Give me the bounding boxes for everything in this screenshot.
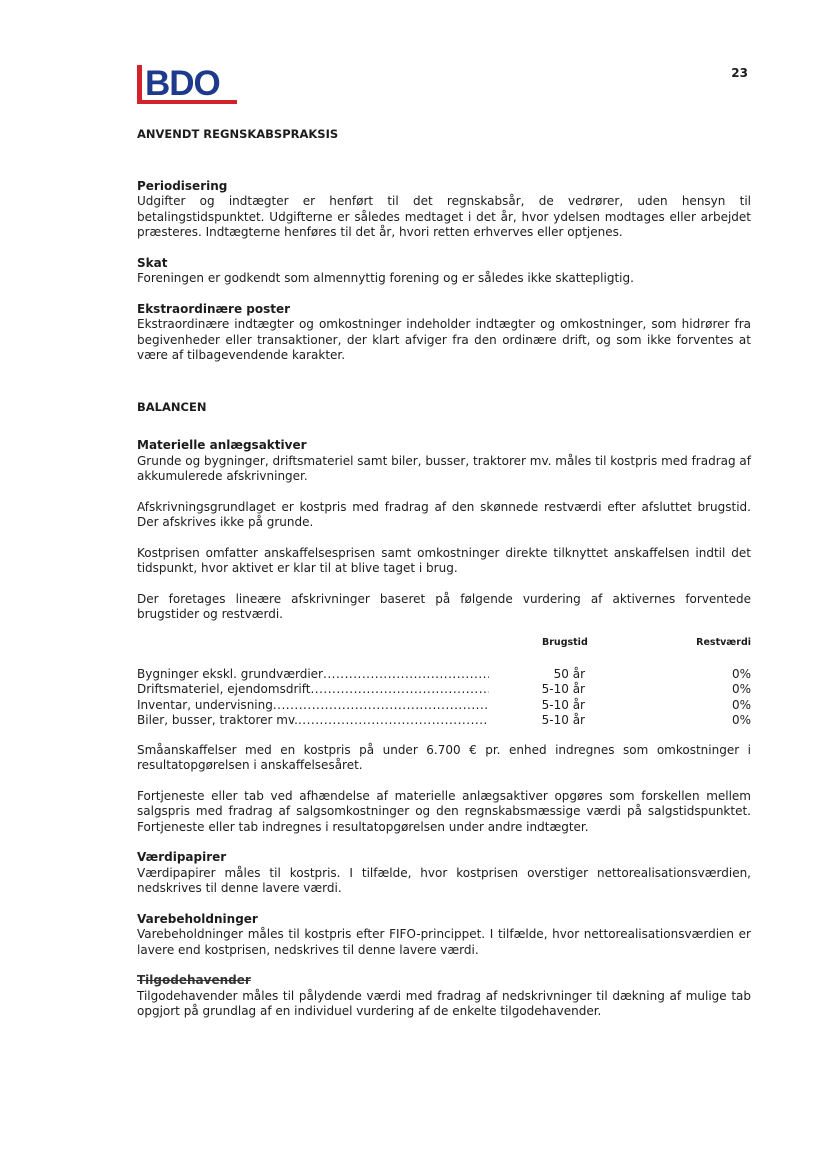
paragraph-vaerdipapirer: Værdipapirer måles til kostpris. I tilfælde, hvor kostprisen overstiger nettorealisationsværdien, nedskrives til denne lavere værdi.	[137, 865, 751, 895]
paragraph-skat: Foreningen er godkendt som almennyttig forening og er således ikke skattepligtig.	[137, 271, 634, 285]
heading-materielle: Materielle anlægsaktiver	[137, 438, 307, 452]
row-restvaerdi: 0%	[731, 713, 751, 727]
row-label: Biler, busser, traktorer mv. .....	[137, 713, 489, 729]
column-header-restvaerdi: Restværdi	[696, 636, 751, 648]
paragraph-tilgodehavender: Tilgodehavender måles til pålydende værdi med fradrag af nedskrivninger til dækning af mulige tab opgjort på grundlag af en individuel vurdering af de enkelte tilgodehavender.	[137, 988, 751, 1018]
section-title-anvendt: ANVENDT REGNSKABSPRAKSIS	[137, 127, 339, 141]
paragraph-varebeholdninger: Varebeholdninger måles til kostpris efter FIFO-princippet. I tilfælde, hvor nettorealisationsværdien er lavere end kostprisen, nedskrives til denne lavere værdi.	[137, 927, 751, 957]
paragraph-smaaanskaffelser: Småanskaffelser med en kostpris på under 6.700 € pr. enhed indregnes som omkostninger i resultatopgørelsen i anskaffelsesåret.	[137, 742, 751, 772]
paragraph-fortjeneste: Fortjeneste eller tab ved afhændelse af materielle anlægsaktiver opgøres som forskellen mellem salgspris med fradrag af salgsomkostninger og den regnskabsmæssige værdi på salgstidspunktet. Fortjeneste eller tab indregnes i resultatopgørelsen under andre indtægter.	[137, 788, 751, 834]
row-brugstid: 50 år	[553, 666, 585, 681]
table-row	[137, 667, 751, 683]
paragraph-materielle-1: Grunde og bygninger, driftsmateriel samt biler, busser, traktorer mv. måles til kostpris med fradrag af akkumulerede afskrivninger.	[137, 453, 751, 483]
row-label: Bygninger ekskl. grundværdier .....	[137, 667, 489, 683]
row-brugstid: 5-10 år	[541, 697, 585, 712]
depreciation-table	[137, 633, 751, 729]
heading-ekstraordinaere: Ekstraordinære poster	[137, 301, 291, 316]
section-title-balancen: BALANCEN	[137, 399, 207, 414]
table-header	[137, 633, 751, 653]
heading-varebeholdninger: Varebeholdninger	[137, 911, 258, 926]
row-label: Driftsmateriel, ejendomsdrift .....	[137, 682, 489, 698]
row-restvaerdi: 0%	[731, 666, 751, 681]
row-brugstid: 5-10 år	[541, 682, 585, 696]
row-label: Inventar, undervisning .....	[137, 698, 489, 714]
row-restvaerdi: 0%	[731, 682, 751, 696]
bdo-logo	[135, 63, 239, 107]
column-header-brugstid: Brugstid	[542, 636, 588, 648]
paragraph-periodisering: Udgifter og indtægter er henført til det regnskabsår, de vedrører, uden hensyn til betalingstidspunktet. Udgifterne er således medtaget i det år, hvor ydelsen modtages eller arbejdet præsteres. Indtægterne henføres til det år, hvori retten erhverves eller optjenes.	[137, 194, 751, 239]
paragraph-materielle-3: Kostprisen omfatter anskaffelsesprisen samt omkostninger direkte tilknyttet anskaffelsen indtil det tidspunkt, hvor aktivet er klar til at blive taget i brug.	[137, 545, 751, 575]
heading-skat: Skat	[137, 255, 168, 270]
table-row	[137, 698, 751, 714]
document-body	[137, 127, 751, 1020]
heading-tilgodehavender: Tilgodehavender	[137, 973, 251, 987]
table-row	[137, 713, 751, 729]
paragraph-materielle-4: Der foretages lineære afskrivninger baseret på følgende vurdering af aktivernes forventede brugstider og restværdi.	[137, 591, 751, 621]
paragraph-ekstraordinaere: Ekstraordinære indtægter og omkostninger indeholder indtægter og omkostninger, som hidrører fra begivenheder eller transaktioner, der klart afviger fra den ordinære drift, og som ikke forventes at være af tilbagevendende karakter.	[137, 317, 751, 362]
svg-text:BDO: BDO	[145, 64, 220, 103]
heading-periodisering: Periodisering	[137, 178, 228, 193]
paragraph-materielle-2: Afskrivningsgrundlaget er kostpris med fradrag af den skønnede restværdi efter afsluttet brugstid. Der afskrives ikke på grunde.	[137, 499, 751, 529]
row-restvaerdi: 0%	[731, 697, 751, 712]
table-row	[137, 682, 751, 698]
heading-vaerdipapirer: Værdipapirer	[137, 850, 227, 864]
page-number: 23	[731, 66, 748, 80]
row-brugstid: 5-10 år	[541, 713, 585, 727]
